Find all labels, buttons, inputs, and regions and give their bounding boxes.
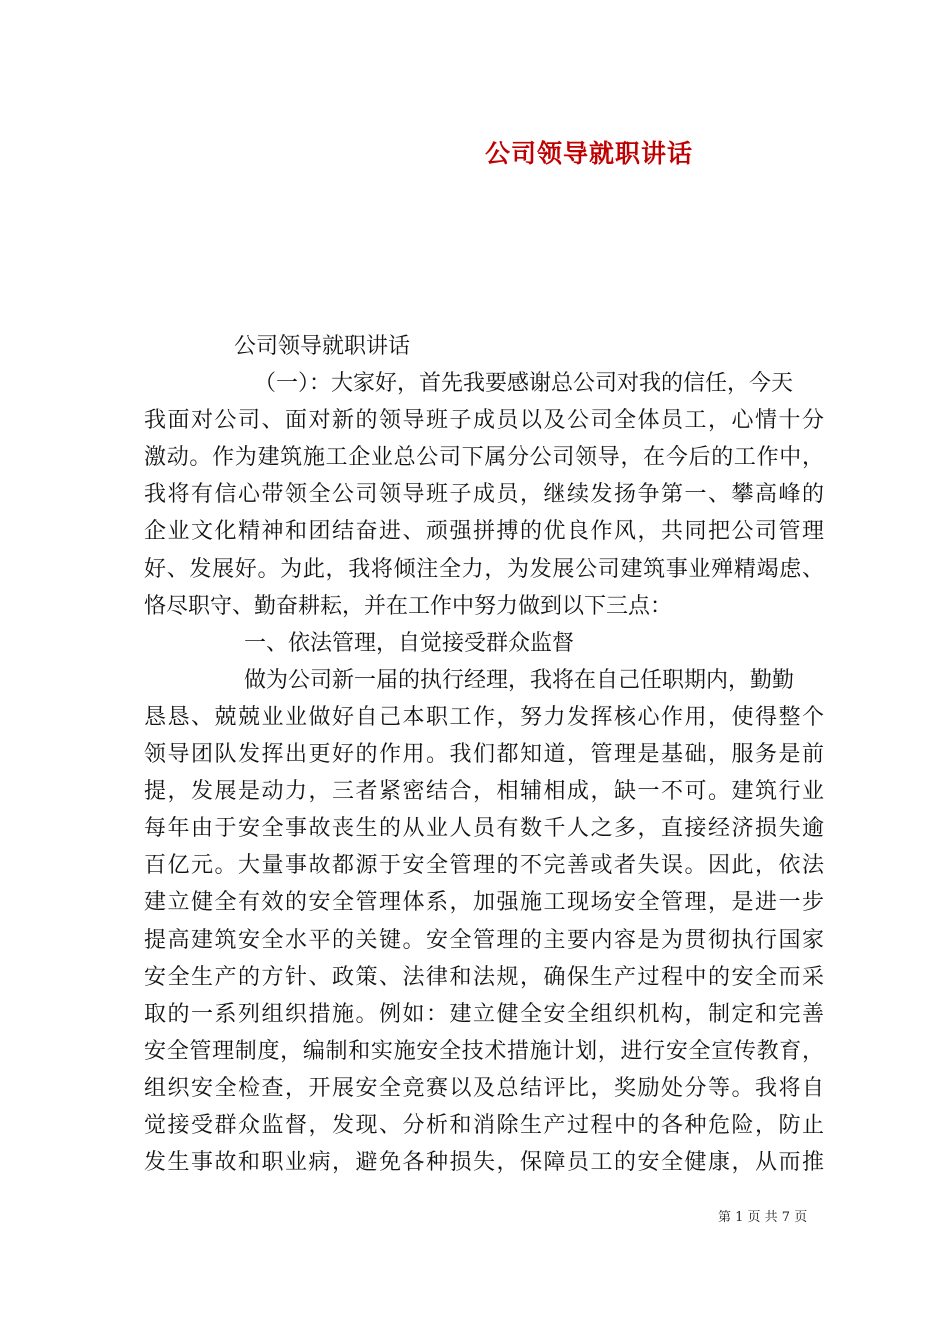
- document-body: [144, 328, 824, 1181]
- paragraph-line: 建立健全有效的安全管理体系，加强施工现场安全管理，是进一步: [144, 890, 824, 916]
- paragraph-line: 企业文化精神和团结奋进、顽强拼搏的优良作风，共同把公司管理: [144, 519, 824, 545]
- paragraph-line: 好、发展好。为此，我将倾注全力，为发展公司建筑事业殚精竭虑、: [144, 556, 824, 582]
- page-number: 第 1 页 共 7 页: [718, 1210, 808, 1225]
- paragraph-line: 恳恳、兢兢业业做好自己本职工作，努力发挥核心作用，使得整个: [144, 704, 824, 730]
- document-title: 公司领导就职讲话: [484, 139, 693, 168]
- paragraph-line: （一）：大家好，首先我要感谢总公司对我的信任，今天: [254, 371, 794, 397]
- paragraph-line: 恪尽职守、勤奋耕耘，并在工作中努力做到以下三点：: [144, 593, 673, 619]
- paragraph-line: 提高建筑安全水平的关键。安全管理的主要内容是为贯彻执行国家: [144, 927, 824, 953]
- paragraph-line: 发生事故和职业病，避免各种损失，保障员工的安全健康，从而推: [144, 1150, 824, 1176]
- paragraph-line: 每年由于安全事故丧生的从业人员有数千人之多，直接经济损失逾: [144, 816, 824, 842]
- document-subtitle: 公司领导就职讲话: [234, 334, 411, 359]
- paragraph-line: 我面对公司、面对新的领导班子成员以及公司全体员工，心情十分: [144, 408, 824, 434]
- paragraph-line: 激动。作为建筑施工企业总公司下属分公司领导，在今后的工作中，: [144, 445, 824, 471]
- paragraph-line: 领导团队发挥出更好的作用。我们都知道，管理是基础，服务是前: [144, 742, 824, 768]
- paragraph-line: 觉接受群众监督，发现、分析和消除生产过程中的各种危险，防止: [144, 1112, 824, 1138]
- paragraph-line: 取的一系列组织措施。例如：建立健全安全组织机构，制定和完善: [144, 1001, 824, 1027]
- paragraph-line: 组织安全检查，开展安全竞赛以及总结评比，奖励处分等。我将自: [144, 1075, 824, 1101]
- paragraph-line: 百亿元。大量事故都源于安全管理的不完善或者失误。因此，依法: [144, 853, 824, 879]
- paragraph-line: 我将有信心带领全公司领导班子成员，继续发扬争第一、攀高峰的: [144, 482, 824, 508]
- paragraph-line: 提，发展是动力，三者紧密结合，相辅相成，缺一不可。建筑行业: [144, 779, 824, 805]
- paragraph-line: 做为公司新一届的执行经理，我将在自己任职期内，勤勤: [244, 667, 795, 693]
- paragraph-line: 安全管理制度，编制和实施安全技术措施计划，进行安全宣传教育，: [144, 1038, 824, 1064]
- section-heading: 一、依法管理，自觉接受群众监督: [244, 630, 575, 656]
- paragraph-line: 安全生产的方针、政策、法律和法规，确保生产过程中的安全而采: [144, 964, 824, 990]
